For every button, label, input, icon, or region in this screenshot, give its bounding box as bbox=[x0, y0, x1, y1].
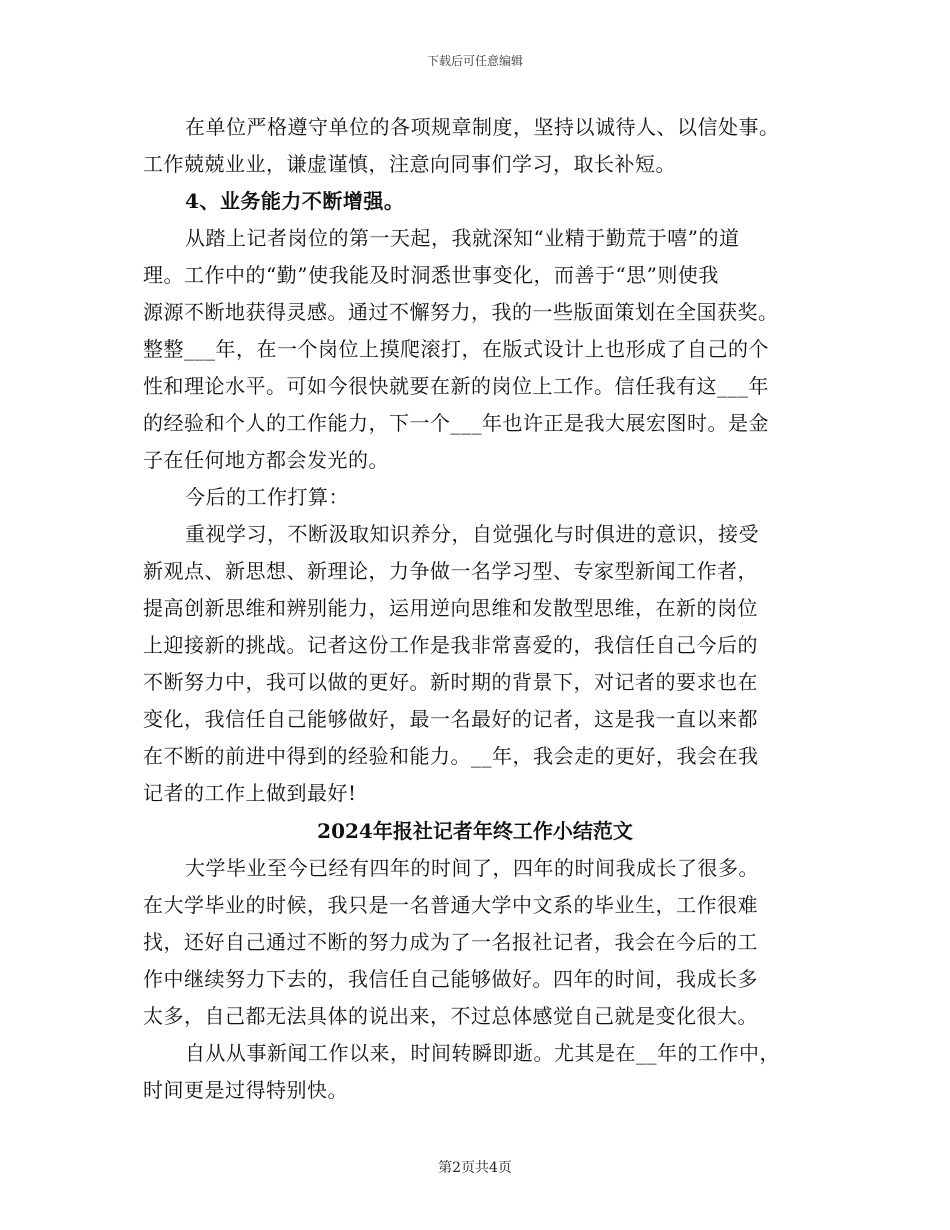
paragraph-line: 找，还好自己通过不断的努力成为了一名报社记者，我会在今后的工 bbox=[143, 930, 758, 954]
paragraph-line: 源源不断地获得灵感。通过不懈努力，我的一些版面策划在全国获奖。 bbox=[143, 300, 779, 324]
paragraph-line: 太多，自己都无法具体的说出来，不过总体感觉自己就是变化很大。 bbox=[143, 1004, 758, 1028]
paragraph-line: 时间更是过得特别快。 bbox=[143, 1078, 348, 1102]
paragraph-line: 子在任何地方都会发光的。 bbox=[143, 448, 389, 472]
paragraph-line: 整整___年，在一个岗位上摸爬滚打，在版式设计上也形成了自己的个 bbox=[143, 337, 769, 361]
paragraph-line: 在单位严格遵守单位的各项规章制度，坚持以诚待人、以信处事。 bbox=[185, 115, 780, 139]
paragraph-line: 重视学习，不断汲取知识养分，自觉强化与时俱进的意识，接受 bbox=[185, 522, 759, 546]
paragraph-line: 记者的工作上做到最好! bbox=[143, 781, 357, 805]
paragraph-line: 大学毕业至今已经有四年的时间了，四年的时间我成长了很多。 bbox=[185, 856, 759, 880]
paragraph-line: 工作兢兢业业，谦虚谨慎，注意向同事们学习，取长补短。 bbox=[143, 152, 676, 176]
paragraph-line: 今后的工作打算： bbox=[185, 485, 349, 509]
page-footer: 第2页共4页 bbox=[438, 1160, 512, 1176]
document-title: 2024年报社记者年终工作小结范文 bbox=[317, 819, 633, 843]
section-heading: 4、业务能力不断增强。 bbox=[185, 189, 405, 213]
paragraph-line: 提高创新思维和辨别能力，运用逆向思维和发散型思维，在新的岗位 bbox=[143, 596, 758, 620]
paragraph-line: 性和理论水平。可如今很快就要在新的岗位上工作。信任我有这___年 bbox=[143, 374, 769, 398]
paragraph-line: 理。工作中的“勤”使我能及时洞悉世事变化，而善于“思”则使我 bbox=[143, 263, 719, 287]
page-header: 下载后可任意编辑 bbox=[426, 54, 523, 68]
paragraph-line: 新观点、新思想、新理论，力争做一名学习型、专家型新闻工作者， bbox=[143, 559, 758, 583]
paragraph-line: 变化，我信任自己能够做好，最一名最好的记者，这是我一直以来都 bbox=[143, 707, 758, 731]
paragraph-line: 自从从事新闻工作以来，时间转瞬即逝。尤其是在__年的工作中， bbox=[185, 1041, 780, 1065]
paragraph-line: 上迎接新的挑战。记者这份工作是我非常喜爱的，我信任自己今后的 bbox=[143, 633, 758, 657]
paragraph-line: 在不断的前进中得到的经验和能力。__年，我会走的更好，我会在我 bbox=[143, 744, 759, 768]
paragraph-line: 的经验和个人的工作能力，下一个___年也许正是我大展宏图时。是金 bbox=[143, 411, 769, 435]
paragraph-line: 作中继续努力下去的，我信任自己能够做好。四年的时间，我成长多 bbox=[143, 967, 758, 991]
paragraph-line: 在大学毕业的时候，我只是一名普通大学中文系的毕业生，工作很难 bbox=[143, 893, 758, 917]
paragraph-line: 不断努力中，我可以做的更好。新时期的背景下，对记者的要求也在 bbox=[143, 670, 758, 694]
paragraph-line: 从踏上记者岗位的第一天起，我就深知“业精于勤荒于嘻”的道 bbox=[185, 226, 740, 250]
